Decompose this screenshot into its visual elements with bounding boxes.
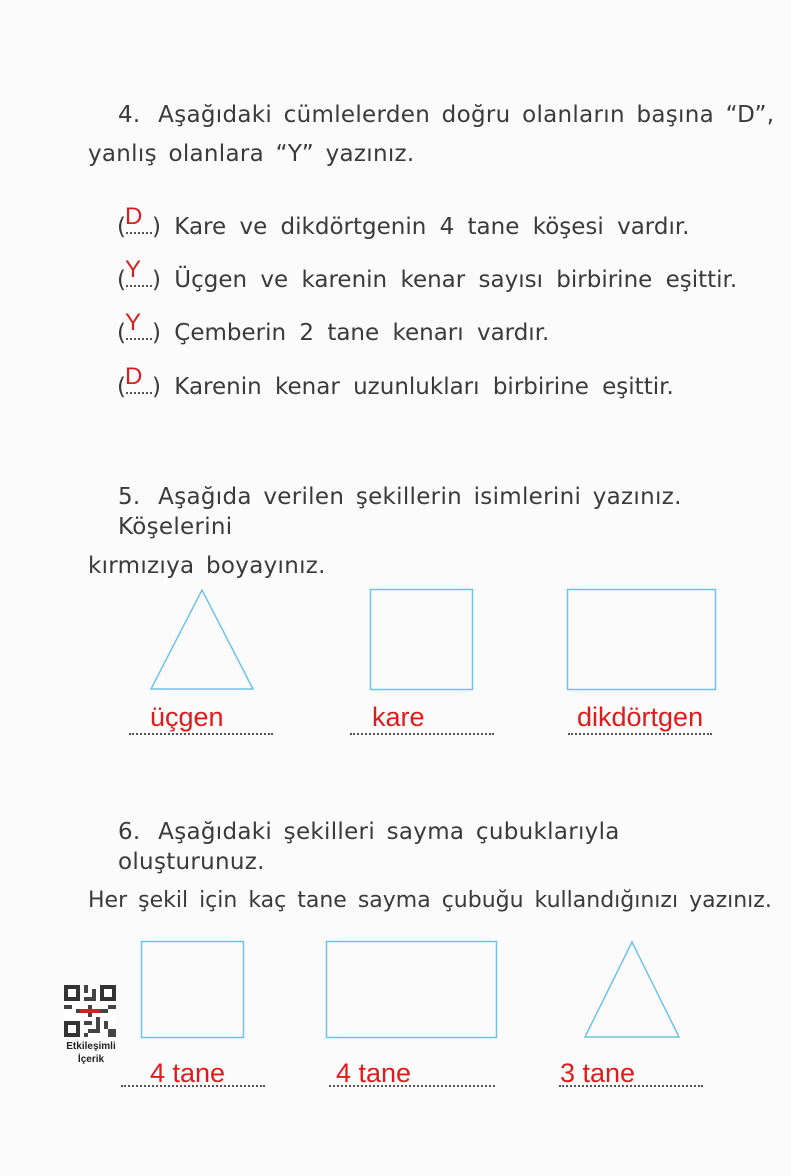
q4-text-line1: Aşağıdaki cümlelerden doğru olanların başına “D”, xyxy=(158,102,775,128)
square-shape-q5 xyxy=(369,588,475,692)
q6-answer-3: 3 tane xyxy=(560,1058,636,1088)
answer-box-1[interactable]: ( ) D xyxy=(117,210,161,244)
q5-number: 5. xyxy=(118,484,141,510)
q4-text-line2: yanlış olanlara “Y” yazınız. xyxy=(88,141,415,167)
q5-answer-line-3[interactable] xyxy=(568,733,712,735)
statement-text-3: Çemberin 2 tane kenarı vardır. xyxy=(174,320,550,346)
q5-answer-2: kare xyxy=(372,702,425,732)
rectangle-shape-q6 xyxy=(325,940,499,1040)
answer-mark-1: D xyxy=(125,203,143,230)
qr-code-icon[interactable] xyxy=(64,985,116,1037)
q6-number: 6. xyxy=(118,819,141,845)
q5-answer-line-1[interactable] xyxy=(129,733,273,735)
answer-mark-2: Y xyxy=(125,256,142,283)
rectangle-shape-q5 xyxy=(566,588,718,692)
q5-answer-3: dikdörtgen xyxy=(577,702,704,732)
square-shape-q6 xyxy=(140,940,246,1040)
q5-answer-line-2[interactable] xyxy=(350,733,494,735)
statement-2 xyxy=(117,256,738,297)
statement-4 xyxy=(117,363,674,404)
q4-number: 4. xyxy=(118,102,141,128)
statement-text-2: Üçgen ve karenin kenar sayısı birbirine eşittir. xyxy=(174,267,738,293)
answer-mark-4: D xyxy=(125,363,143,390)
q5-prompt xyxy=(88,482,778,581)
q6-answer-2: 4 tane xyxy=(336,1058,412,1088)
answer-mark-3: Y xyxy=(125,309,142,336)
answer-box-2[interactable]: ( ) Y xyxy=(117,263,161,297)
q6-answer-1: 4 tane xyxy=(150,1058,226,1088)
q6-text-line2: Her şekil için kaç tane sayma çubuğu kullandığınızı yazınız. xyxy=(88,888,772,913)
q5-answer-1: üçgen xyxy=(150,702,224,732)
answer-box-4[interactable]: ( ) D xyxy=(117,370,161,404)
q5-text-line2: kırmızıya boyayınız. xyxy=(88,553,326,579)
q6-prompt xyxy=(88,817,778,916)
triangle-shape-q5 xyxy=(148,588,256,692)
qr-label xyxy=(56,1040,126,1066)
qr-label-line2: İçerik xyxy=(77,1054,105,1065)
qr-label-line1: Etkileşimli xyxy=(66,1041,116,1052)
statement-text-1: Kare ve dikdörtgenin 4 tane köşesi vardır. xyxy=(174,214,690,240)
triangle-shape-q6 xyxy=(582,940,682,1040)
q6-text-line1: Aşağıdaki şekilleri sayma çubuklarıyla oluşturunuz. xyxy=(118,819,620,875)
answer-box-3[interactable]: ( ) Y xyxy=(117,316,161,350)
q5-text-line1: Aşağıda verilen şekillerin isimlerini yazınız. Köşelerini xyxy=(118,484,682,540)
statement-text-4: Karenin kenar uzunlukları birbirine eşittir. xyxy=(174,374,674,400)
statement-3 xyxy=(117,309,550,350)
statement-1 xyxy=(117,203,690,244)
q4-prompt xyxy=(88,100,778,169)
